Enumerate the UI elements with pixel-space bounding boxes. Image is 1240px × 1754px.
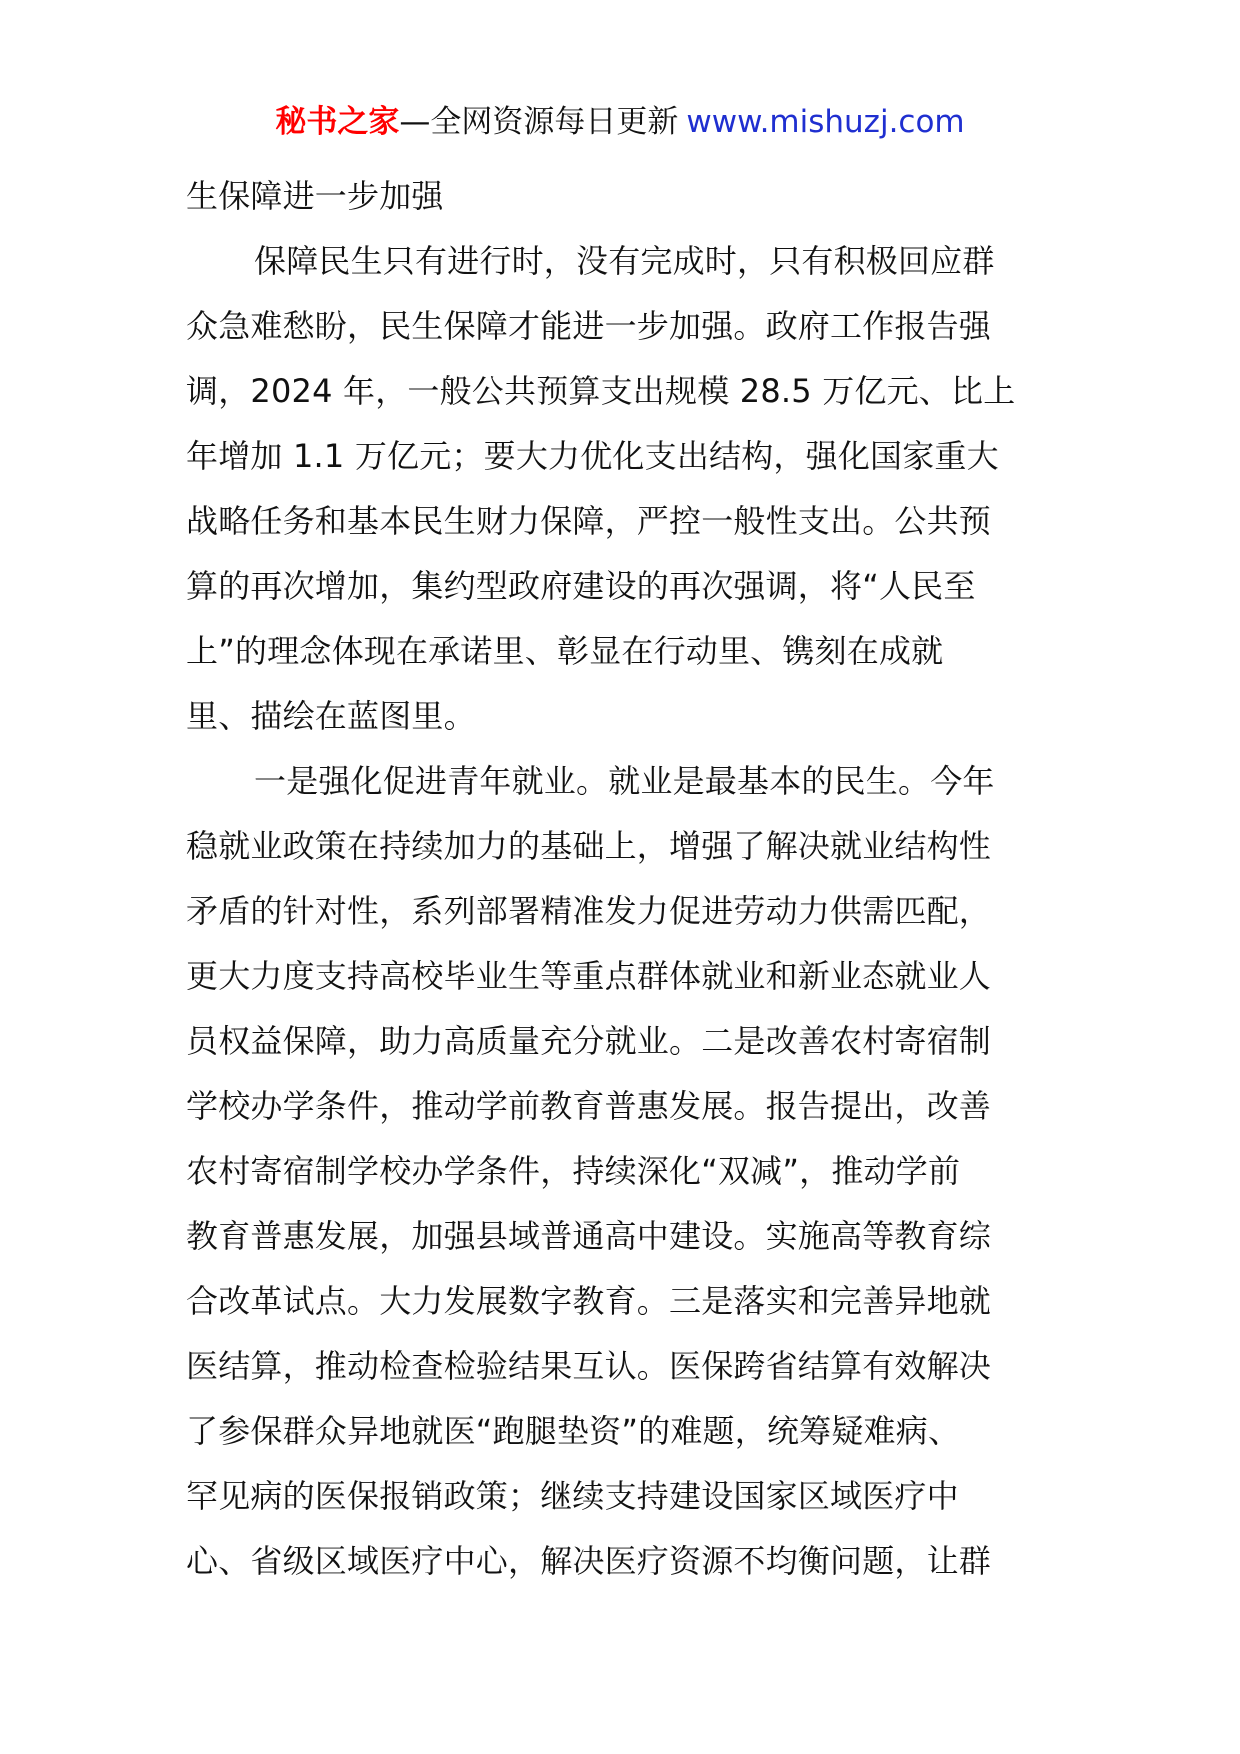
text-line: 一是强化促进青年就业。就业是最基本的民生。今年 — [254, 762, 995, 800]
text-line: 稳就业政策在持续加力的基础上，增强了解决就业结构性 — [186, 827, 992, 865]
site-url[interactable]: www.mishuzj.com — [686, 104, 965, 140]
text-line: 调，2024 年，一般公共预算支出规模 28.5 万亿元、比上 — [186, 372, 1016, 410]
text-line: 众急难愁盼，民生保障才能进一步加强。政府工作报告强 — [186, 307, 992, 345]
text-line: 心、省级区域医疗中心，解决医疗资源不均衡问题，让群 — [186, 1542, 992, 1580]
text-line: 更大力度支持高校毕业生等重点群体就业和新业态就业人 — [186, 957, 992, 995]
text-line: 教育普惠发展，加强县域普通高中建设。实施高等教育综 — [186, 1217, 992, 1255]
text-line: 合改革试点。大力发展数字教育。三是落实和完善异地就 — [186, 1282, 992, 1320]
brand-name: 秘书之家 — [275, 104, 400, 140]
page-header — [0, 100, 1240, 144]
text-line: 了参保群众异地就医“跑腿垫资”的难题，统筹疑难病、 — [186, 1412, 961, 1450]
document-body — [186, 166, 1064, 1596]
text-line: 罕见病的医保报销政策；继续支持建设国家区域医疗中 — [186, 1477, 959, 1515]
text-line: 矛盾的针对性，系列部署精准发力促进劳动力供需匹配， — [186, 892, 992, 930]
text-line: 员权益保障，助力高质量充分就业。二是改善农村寄宿制 — [186, 1022, 992, 1060]
text-line: 保障民生只有进行时，没有完成时，只有积极回应群 — [254, 242, 995, 280]
text-line: 农村寄宿制学校办学条件，持续深化“双减”，推动学前 — [186, 1152, 961, 1190]
text-line: 学校办学条件，推动学前教育普惠发展。报告提出，改善 — [186, 1087, 992, 1125]
text-line: 算的再次增加，集约型政府建设的再次强调，将“人民至 — [186, 567, 976, 605]
text-line: 上”的理念体现在承诺里、彰显在行动里、镌刻在成就 — [186, 632, 944, 670]
text-line: 医结算，推动检查检验结果互认。医保跨省结算有效解决 — [186, 1347, 992, 1385]
text-line: 里、描绘在蓝图里。 — [186, 697, 476, 735]
text-line: 生保障进一步加强 — [186, 177, 444, 215]
text-line: 战略任务和基本民生财力保障，严控一般性支出。公共预 — [186, 502, 992, 540]
header-slogan: —全网资源每日更新 — [399, 104, 679, 140]
text-line: 年增加 1.1 万亿元；要大力优化支出结构，强化国家重大 — [186, 437, 999, 475]
